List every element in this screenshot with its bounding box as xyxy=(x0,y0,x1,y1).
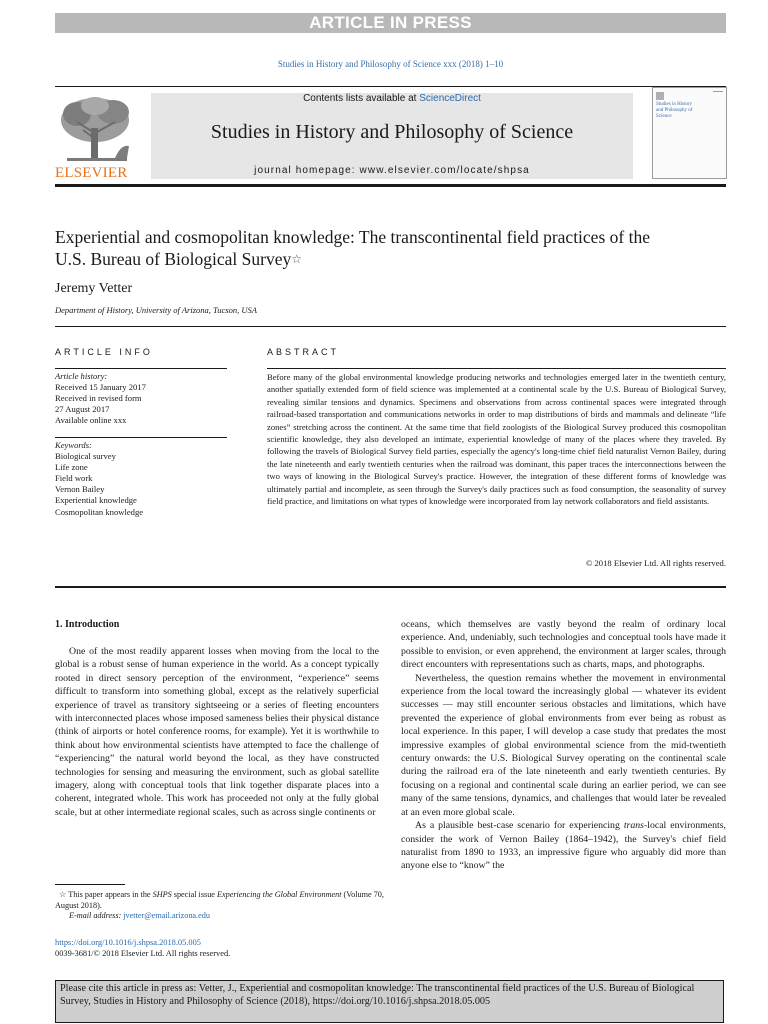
body-left-column xyxy=(55,645,379,819)
article-in-press-banner: ARTICLE IN PRESS xyxy=(55,13,726,33)
author-email-link[interactable]: jvetter@email.arizona.edu xyxy=(123,911,210,921)
keyword-item[interactable]: Experiential knowledge xyxy=(55,495,137,506)
sciencedirect-link[interactable]: ScienceDirect xyxy=(419,93,481,104)
article-title xyxy=(55,226,675,270)
footnote-post: (Volume 70, August 2018). xyxy=(55,890,384,910)
history-item: 27 August 2017 xyxy=(55,404,110,415)
body-paragraph: One of the most readily apparent losses when moving from the local to the global is a robust sense of human experience in the world. As a concept typically rooted in direct sensory perception of the environment, “experience” seems difficult to transform into something global, except as the relatively superficial experience of travel as transitory sightseeing or a series of fleeting encounters with interconnected places whose imposed sameness belies their physical distance (think of airports or hotel conference rooms, for example). Yet it is worthwhile to think about how environmental scientists have attempted to face the challenge of “experiencing” the natural world beyond the local, as they have constructed technologies for sensing and measuring the environment, such as global satellite imagery, along with conceptual tools that link together disparate places into a coherent, integrated whole. This work has proceeded not only at the fully global scale, but at other intermediate regional scales, such as across single continents or xyxy=(55,646,379,818)
footnote-email-line xyxy=(55,911,385,922)
doi-link[interactable]: https://doi.org/10.1016/j.shpsa.2018.05.005 xyxy=(55,938,201,947)
cover-title: Studies in History and Philosophy of Science xyxy=(656,102,693,119)
issn-line: 0039-3681/© 2018 Elsevier Ltd. All rights reserved. xyxy=(55,949,231,958)
footnote-journal: SHPS xyxy=(152,890,172,899)
para-text-rest: -local environments, consider the work of Vernon Bailey (1864–1942), the Survey's chief field naturalist from 1890 to 1933, an impressive figure who arguably did more than anyone else to “know” the xyxy=(401,820,726,872)
title-block-rule xyxy=(55,326,726,327)
abstract-rule xyxy=(267,368,726,369)
abstract-heading: ABSTRACT xyxy=(267,347,340,357)
history-label: Article history: xyxy=(55,371,108,381)
footnote-issue-title: Experiencing the Global Environment xyxy=(216,890,342,899)
history-item: Received in revised form xyxy=(55,393,142,404)
doi-block xyxy=(55,937,230,959)
author-name[interactable]: Jeremy Vetter xyxy=(55,281,133,296)
keyword-item[interactable]: Cosmopolitan knowledge xyxy=(55,506,144,517)
author-affiliation: Department of History, University of Arizona, Tucson, USA xyxy=(55,305,257,315)
keywords-label: Keywords: xyxy=(55,440,92,450)
journal-homepage[interactable]: journal homepage: www.elsevier.com/locate/shpsa xyxy=(254,165,530,176)
keyword-item[interactable]: Field work xyxy=(55,473,93,484)
keyword-item[interactable]: Vernon Bailey xyxy=(55,484,105,495)
journal-citation-link[interactable]: Studies in History and Philosophy of Science xxx (2018) 1–10 xyxy=(277,59,504,69)
history-item: Received 15 January 2017 xyxy=(55,382,146,393)
journal-cover-thumbnail xyxy=(652,87,727,179)
footnote-rule xyxy=(55,884,125,885)
contents-line xyxy=(151,93,633,104)
title-footnote-mark[interactable]: ☆ xyxy=(291,252,302,266)
para-text-start: As a plausible best-case scenario for experiencing xyxy=(415,820,624,832)
para-text-italic: trans xyxy=(623,820,644,832)
article-info-rule-1 xyxy=(55,368,227,369)
keyword-item[interactable]: Biological survey xyxy=(55,451,116,462)
abstract-copyright: © 2018 Elsevier Ltd. All rights reserved. xyxy=(585,558,726,568)
body-paragraph: Nevertheless, the question remains whether the movement in environmental experience from the local toward the increasingly global — whatever its evident successes — may still encounter serious obstacles and limitations, which have prevented the experience of global environments from ever being as robust as local experience. In this paper, I will develop a case study that predates the most impressive examples of global environmental science from the mid-twentieth century onwards: the U.S. Biological Survey operating on the continental scale during the railroad era of the late nineteenth and early twentieth centuries. By focusing on a regional and continental scale during an earlier period, we can see many of the same tensions, dynamics, and challenges that would later be revealed at an even more global scale. xyxy=(401,672,726,818)
masthead-top-rule xyxy=(55,86,726,87)
article-title-text: Experiential and cosmopolitan knowledge: The transcontinental field practices of the U.S. Bureau of Biological Survey xyxy=(55,227,650,269)
body-right-column xyxy=(401,618,726,873)
abstract-text: Before many of the global environmental knowledge producing networks and technologies emerged later in the twentieth century, another spatially extended form of field science was implemented at a continental scale by the U.S. Bureau of Biological Survey, revealing similar tensions and dynamics. Specimens and observations from across continental spaces were integrated through railroad-based transportation and communications networks in order to map distributions of birds and mammals and delineate “life zones” stretching across the continent. At the same time that field zoologists of the Biological Survey produced this cosmopolitan scientific knowledge, they also developed an intimate, experiential knowledge of many of the places where they traveled. By following the travels of Biological Survey field parties, especially the agency's long-time chief field naturalist Vernon Bailey, during the late nineteenth and early twentieth centuries when the railroad was dominant, this paper traces the interconnections between the two ways of knowing in the Biological Survey's practice. However, the integration of these different forms of knowledge was ultimately partial and incomplete, as seen through the Survey's daily practices such as food consumption, the seasonality of survey field practice, and limitations on what types of knowledge were incorporated from lay network collaborators and field assistants. xyxy=(267,372,726,507)
footnote-mid: special issue xyxy=(171,890,217,899)
contents-prefix: Contents lists available at xyxy=(303,93,420,104)
footnote-mark: ☆ xyxy=(59,890,67,899)
article-history xyxy=(55,371,227,426)
body-paragraph: oceans, which themselves are vastly beyond the realm of ordinary local experience. And, undeniably, such technologies and conceptual tools have made it possible to envision, or even apprehend, the environment at larger scales, through direct encounters with representations such as charts, maps, and photographs. xyxy=(401,619,726,671)
history-item: Available online xxx xyxy=(55,415,127,426)
footnote-line xyxy=(55,890,385,911)
email-label: E-mail address: xyxy=(69,911,122,921)
footnote xyxy=(55,890,385,922)
cover-rule xyxy=(713,91,723,92)
keyword-item[interactable]: Life zone xyxy=(55,462,88,473)
article-info-rule-2 xyxy=(55,437,227,438)
masthead-bottom-rule xyxy=(55,184,726,187)
journal-title: Studies in History and Philosophy of Science xyxy=(210,121,574,143)
footnote-pre: This paper appears in the xyxy=(68,890,153,899)
elsevier-wordmark: ELSEVIER xyxy=(55,165,128,181)
keywords-list xyxy=(55,440,227,518)
abstract-bottom-rule xyxy=(55,586,726,588)
body-paragraph xyxy=(401,819,726,873)
section-heading-introduction: 1. Introduction xyxy=(55,619,120,630)
cite-this-article-box: Please cite this article in press as: Vetter, J., Experiential and cosmopolitan knowledge: The transcontinental field practices of the U.S. Bureau of Biological Survey, Studies in History and Philosophy of Science (2018), https://doi.org/10.1016/j.shpsa.2018.05.005 xyxy=(55,980,724,1023)
cover-emblem xyxy=(656,92,664,100)
article-info-heading: ARTICLE INFO xyxy=(55,347,153,357)
